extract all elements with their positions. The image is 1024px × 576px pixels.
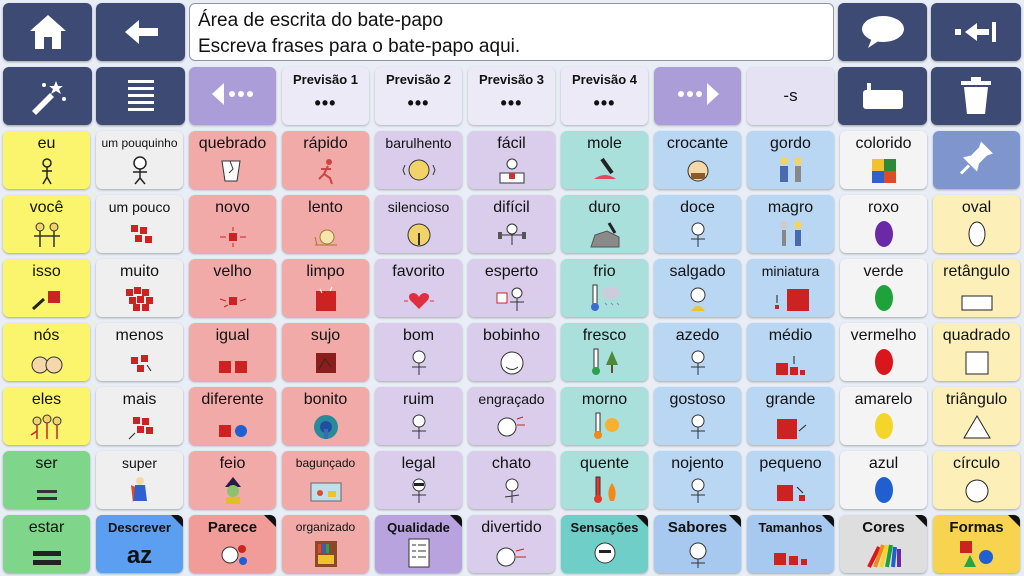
cell-label: círculo [952, 455, 1001, 472]
small-blocks-icon [773, 481, 809, 505]
cell-voce[interactable] [3, 195, 90, 253]
prediction-3[interactable] [468, 67, 555, 125]
cell-ruim[interactable] [375, 387, 462, 445]
cell-label: frio [593, 263, 616, 280]
cell-triangulo[interactable] [933, 387, 1020, 445]
category-sensacoes[interactable] [561, 515, 648, 573]
prediction-left-icon [208, 81, 258, 112]
square-circle-icon [216, 421, 250, 441]
trash-button[interactable] [931, 67, 1021, 125]
cell-label: miniatura [761, 263, 820, 279]
square-outline-icon [963, 349, 991, 377]
cell-muito[interactable] [96, 259, 183, 317]
silly-face-icon [497, 349, 527, 377]
old-block-icon [216, 289, 250, 313]
prediction-right-icon [673, 81, 723, 112]
yummy-person-icon [683, 413, 713, 441]
bookshelf-icon [311, 539, 341, 569]
crayons-icon [865, 541, 903, 569]
cell-divertido[interactable] [468, 515, 555, 573]
cell-label: favorito [392, 263, 445, 280]
cell-label: ruim [402, 391, 435, 408]
cell-label: Formas [949, 519, 1004, 536]
cell-label: bagunçado [295, 456, 356, 470]
shapes-icon [958, 539, 996, 569]
triangle-outline-icon [962, 413, 992, 441]
chat-title: Área de escrita do bate-papo [198, 10, 444, 31]
cell-quadrado[interactable] [933, 323, 1020, 381]
cell-roxo[interactable] [840, 195, 927, 253]
prediction-value: ••• [314, 93, 337, 113]
cell-label: um pouco [108, 199, 171, 215]
few-blocks-icon [125, 221, 155, 249]
cell-label: azul [868, 455, 899, 472]
same-blocks-icon [216, 357, 250, 377]
cell-amarelo[interactable] [840, 387, 927, 445]
cell-mole[interactable] [561, 131, 648, 189]
keyboard-icon [860, 81, 906, 111]
student-icon [495, 285, 529, 313]
circle-outline-icon [963, 477, 991, 505]
cell-rapido[interactable] [282, 131, 369, 189]
cell-label: fácil [497, 135, 526, 152]
cell-label: Cores [862, 519, 905, 536]
cell-label: Tamanhos [758, 520, 823, 535]
cell-label: Sabores [667, 519, 728, 536]
prediction-value: ••• [500, 93, 523, 113]
speak-button[interactable] [838, 3, 927, 61]
cell-azul[interactable] [840, 451, 927, 509]
pin-button[interactable] [933, 131, 1020, 189]
cell-label: lento [308, 199, 343, 216]
cell-medio[interactable] [747, 323, 834, 381]
cell-label: médio [768, 327, 813, 344]
cell-label: chato [491, 455, 532, 472]
backspace-button[interactable] [931, 3, 1021, 61]
cell-azedo[interactable] [654, 323, 741, 381]
colorful-squares-icon [870, 157, 898, 185]
person-icon [125, 155, 155, 185]
cell-dificil[interactable] [468, 195, 555, 253]
shh-face-icon [404, 221, 434, 249]
cell-nos[interactable] [3, 323, 90, 381]
cell-vermelho[interactable] [840, 323, 927, 381]
prediction-label: Previsão 3 [478, 72, 545, 87]
cell-label: rápido [303, 135, 348, 152]
cell-label: nojento [671, 455, 724, 472]
cell-label: crocante [666, 135, 729, 152]
cell-silencioso[interactable] [375, 195, 462, 253]
cell-label: gordo [770, 135, 811, 152]
laughing-icon [495, 413, 529, 441]
cell-label: silencioso [387, 199, 450, 215]
hot-thermometer-icon [588, 475, 622, 505]
cell-label: muito [119, 263, 160, 280]
list-icon [126, 78, 156, 114]
cell-label: retângulo [943, 263, 1010, 280]
many-blocks-icon [123, 285, 157, 313]
cell-colorido[interactable] [840, 131, 927, 189]
cell-duro[interactable] [561, 195, 648, 253]
fun-laughing-icon [494, 545, 530, 569]
cell-crocante[interactable] [654, 131, 741, 189]
prediction-next-button[interactable] [654, 67, 741, 125]
checklist-icon [404, 537, 434, 569]
cell-label: barulhento [385, 135, 452, 151]
cell-esperto[interactable] [468, 259, 555, 317]
cell-label: esperto [484, 263, 539, 280]
cell-barulhento[interactable] [375, 131, 462, 189]
two-people-icon [29, 221, 65, 249]
cell-quente[interactable] [561, 451, 648, 509]
two-people-icon [774, 155, 808, 185]
cell-label: igual [215, 327, 250, 344]
rock-icon [587, 221, 623, 249]
snail-icon [311, 225, 341, 249]
cell-circulo[interactable] [933, 451, 1020, 509]
suffix-label: -s [783, 86, 798, 105]
two-people-icon [774, 219, 808, 249]
cell-label: quebrado [198, 135, 267, 152]
cell-morno[interactable] [561, 387, 648, 445]
oval-outline-icon [966, 219, 988, 249]
person-pointing-icon [32, 157, 62, 185]
cell-sujo[interactable] [282, 323, 369, 381]
person-desk-icon [495, 157, 529, 185]
cell-label: Qualidade [387, 520, 450, 535]
home-icon [28, 13, 68, 51]
cell-lento[interactable] [282, 195, 369, 253]
prediction-4[interactable] [561, 67, 648, 125]
cell-label: difícil [493, 199, 530, 216]
cell-limpo[interactable] [282, 259, 369, 317]
fewer-blocks-icon [125, 351, 155, 377]
equals-bold-icon [30, 547, 64, 569]
peacock-icon [309, 411, 343, 441]
cell-um-pouquinho[interactable] [96, 131, 183, 189]
cell-label: bonito [303, 391, 348, 408]
suffix-s-button[interactable] [747, 67, 834, 125]
cell-label: quente [580, 455, 629, 472]
cell-label: bom [402, 327, 435, 344]
superhero-icon [125, 475, 155, 505]
trash-icon [959, 76, 993, 116]
cell-feio[interactable] [189, 451, 276, 509]
looks-like-icon [216, 541, 250, 569]
yucky-person-icon [683, 477, 713, 505]
thumbs-down-person-icon [404, 413, 434, 441]
cell-fresco[interactable] [561, 323, 648, 381]
speech-bubble-icon [860, 14, 906, 50]
sour-face-icon [683, 349, 713, 377]
cell-label: divertido [481, 519, 542, 536]
cool-person-icon [404, 477, 434, 505]
pin-icon [957, 138, 997, 183]
big-block-icon [773, 415, 809, 441]
chat-text-area[interactable] [189, 3, 834, 61]
tasting-icon [683, 541, 713, 569]
chat-placeholder: Escreva frases para o bate-papo aqui. [198, 36, 521, 57]
bored-person-icon [497, 477, 527, 505]
cell-label: verde [863, 263, 904, 280]
messy-room-icon [308, 477, 344, 505]
category-qualidade[interactable] [375, 515, 462, 573]
cell-facil[interactable] [468, 131, 555, 189]
purple-oval-icon [873, 219, 895, 249]
cell-quebrado[interactable] [189, 131, 276, 189]
cell-engracado[interactable] [468, 387, 555, 445]
cell-label: Descrever [108, 520, 171, 535]
feelings-icon [588, 539, 622, 569]
two-faces-icon [29, 353, 65, 377]
cell-gostoso[interactable] [654, 387, 741, 445]
equals-icon [34, 485, 60, 505]
category-parece[interactable] [189, 515, 276, 573]
person-lifting-icon [495, 221, 529, 249]
cell-oval[interactable] [933, 195, 1020, 253]
cell-pequeno[interactable] [747, 451, 834, 509]
heart-icon [402, 289, 436, 313]
green-oval-icon [873, 283, 895, 313]
cold-thermometer-icon [587, 283, 623, 313]
prediction-value: ••• [593, 93, 616, 113]
salty-face-icon [683, 285, 713, 313]
cell-label: quadrado [942, 327, 1011, 344]
cell-label: bobinho [483, 327, 540, 344]
point-at-block-icon [30, 287, 64, 313]
cell-label: amarelo [854, 391, 913, 408]
yellow-oval-icon [873, 411, 895, 441]
cell-magro[interactable] [747, 195, 834, 253]
cell-label: triângulo [945, 391, 1008, 408]
ugly-witch-icon [217, 475, 249, 505]
group-people-icon [29, 413, 65, 441]
back-button[interactable] [96, 3, 185, 61]
arrow-left-icon [121, 17, 161, 47]
cell-um-pouco[interactable] [96, 195, 183, 253]
cell-label: menos [115, 327, 164, 344]
cell-eu[interactable] [3, 131, 90, 189]
keyboard-button[interactable] [838, 67, 927, 125]
cell-bonito[interactable] [282, 387, 369, 445]
cell-favorito[interactable] [375, 259, 462, 317]
cell-label: roxo [867, 199, 900, 216]
cell-novo[interactable] [189, 195, 276, 253]
backspace-icon [953, 20, 999, 44]
sparkle-block-icon [216, 225, 250, 249]
broken-cup-icon [216, 155, 250, 185]
cell-label: diferente [201, 391, 264, 408]
cell-grande[interactable] [747, 387, 834, 445]
cell-label: grande [765, 391, 816, 408]
cell-label: isso [32, 263, 61, 280]
cell-salgado[interactable] [654, 259, 741, 317]
tiny-big-block-icon [771, 287, 811, 313]
cell-ser[interactable] [3, 451, 90, 509]
cell-label: novo [215, 199, 250, 216]
cell-estar[interactable] [3, 515, 90, 573]
shiny-block-icon [312, 285, 340, 313]
cell-diferente[interactable] [189, 387, 276, 445]
cell-label: sujo [310, 327, 341, 344]
magic-wand-icon [28, 77, 68, 115]
prediction-label: Previsão 1 [292, 72, 359, 87]
prediction-label: Previsão 2 [385, 72, 452, 87]
cell-label: nós [33, 327, 60, 344]
cell-label: um pouquinho [101, 136, 178, 150]
cell-label: estar [28, 519, 65, 536]
cell-doce[interactable] [654, 195, 741, 253]
cell-organizado[interactable] [282, 515, 369, 573]
warm-thermometer-icon [588, 411, 622, 441]
cell-legal[interactable] [375, 451, 462, 509]
cell-bom[interactable] [375, 323, 462, 381]
cell-label: gostoso [669, 391, 726, 408]
runner-icon [311, 157, 341, 185]
thumbs-up-person-icon [404, 349, 434, 377]
cell-label: você [29, 199, 64, 216]
sizes-icon [771, 547, 811, 569]
category-cores[interactable] [840, 515, 927, 573]
cell-verde[interactable] [840, 259, 927, 317]
cell-retangulo[interactable] [933, 259, 1020, 317]
cell-label: ser [35, 455, 58, 472]
fresh-tree-icon [588, 347, 622, 377]
medium-blocks-icon [774, 353, 808, 377]
cell-label: mais [122, 391, 157, 408]
cell-label: azedo [675, 327, 720, 344]
cell-label: mole [587, 135, 622, 152]
prediction-prev-button[interactable] [189, 67, 276, 125]
cell-label: legal [401, 455, 436, 472]
cell-label: vermelho [850, 327, 917, 344]
category-descrever[interactable] [96, 515, 183, 573]
cell-label: colorido [855, 135, 912, 152]
cell-label: salgado [669, 263, 726, 280]
person-icon [683, 221, 713, 249]
cell-label: feio [219, 455, 246, 472]
cell-miniatura[interactable] [747, 259, 834, 317]
cell-baguncado[interactable] [282, 451, 369, 509]
cell-velho[interactable] [189, 259, 276, 317]
cell-gordo[interactable] [747, 131, 834, 189]
prediction-1[interactable] [282, 67, 369, 125]
cell-label: organizado [295, 520, 356, 534]
cell-nojento[interactable] [654, 451, 741, 509]
cell-label: fresco [582, 327, 627, 344]
cell-eles[interactable] [3, 387, 90, 445]
list-button[interactable] [96, 67, 185, 125]
prediction-2[interactable] [375, 67, 462, 125]
cell-label: magro [767, 199, 814, 216]
cell-label: duro [588, 199, 621, 216]
home-button[interactable] [3, 3, 92, 61]
cell-label: super [121, 455, 158, 471]
cell-label: pequeno [759, 455, 822, 472]
cell-label: oval [961, 199, 992, 216]
rectangle-outline-icon [959, 291, 995, 313]
cell-label: engraçado [478, 391, 545, 407]
cell-label: eles [31, 391, 62, 408]
blue-oval-icon [873, 475, 895, 505]
cell-frio[interactable] [561, 259, 648, 317]
cell-menos[interactable] [96, 323, 183, 381]
prediction-value: ••• [407, 93, 430, 113]
dirty-block-icon [313, 349, 339, 377]
cell-igual[interactable] [189, 323, 276, 381]
cell-label: morno [581, 391, 628, 408]
covering-ears-icon [401, 155, 437, 185]
eating-icon [683, 157, 713, 185]
cell-super[interactable] [96, 451, 183, 509]
cell-label: eu [37, 135, 56, 152]
cell-bobinho[interactable] [468, 323, 555, 381]
red-oval-icon [873, 347, 895, 377]
prediction-label: Previsão 4 [571, 72, 638, 87]
cell-chato[interactable] [468, 451, 555, 509]
cell-label: Parece [207, 519, 258, 536]
cell-isso[interactable] [3, 259, 90, 317]
az-symbol-icon: az [126, 542, 153, 569]
magic-wand-button[interactable] [3, 67, 92, 125]
category-tamanhos[interactable] [747, 515, 834, 573]
category-formas[interactable] [933, 515, 1020, 573]
cell-mais[interactable] [96, 387, 183, 445]
more-blocks-icon [125, 413, 155, 441]
cell-label: doce [680, 199, 715, 216]
squish-icon [588, 155, 622, 185]
cell-label: limpo [306, 263, 345, 280]
cell-label: Sensações [570, 520, 639, 535]
category-sabores[interactable] [654, 515, 741, 573]
cell-label: velho [213, 263, 252, 280]
